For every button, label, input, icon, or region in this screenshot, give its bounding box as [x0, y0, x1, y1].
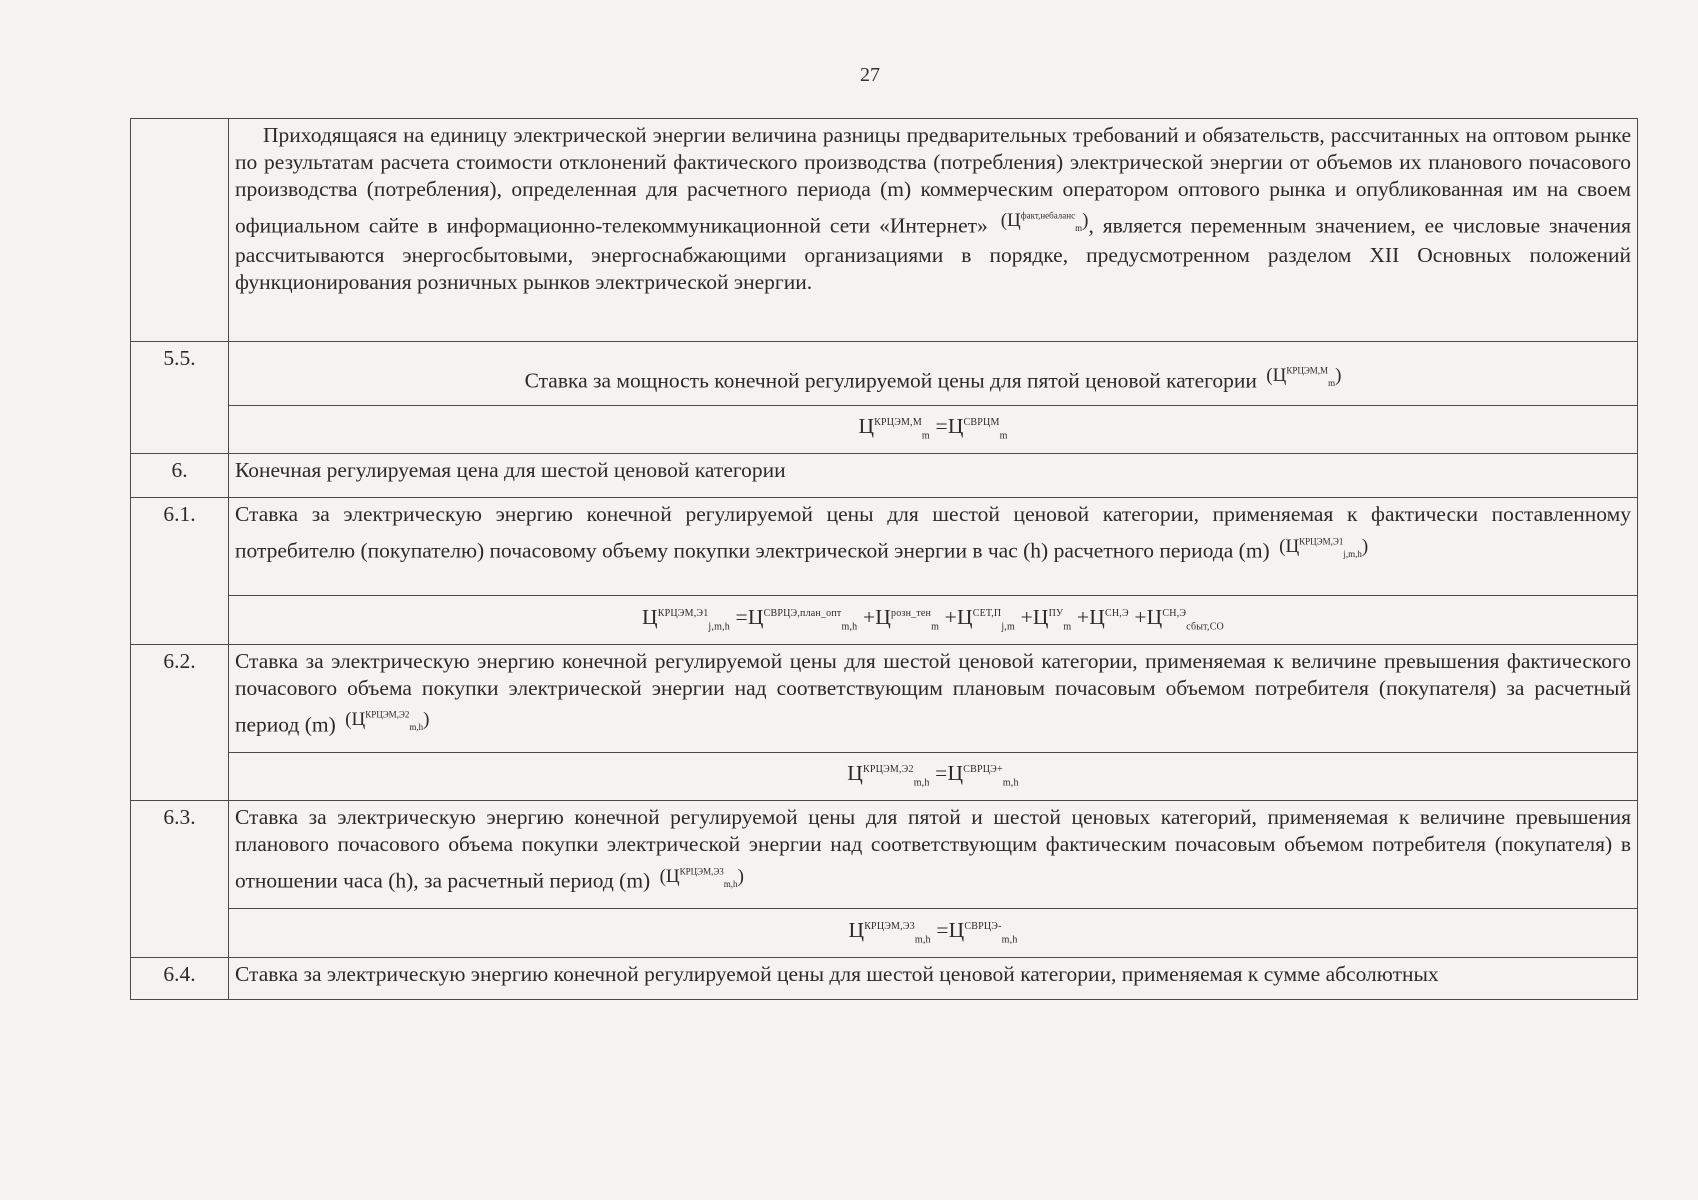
row-number-cell: 6.2. [131, 644, 229, 800]
table-row [131, 454, 1638, 498]
row-text: Ставка за электрическую энергию конечной регулируемой цены для шестой ценовой категории, применяемая к величине превышения фактического почасового объема покупки электрической энергии над соответствующим плановым почасовым объемом потребителя (покупателя) за расчетный период (m) [235, 648, 1631, 737]
row-number-cell [131, 119, 229, 342]
table-row [131, 801, 1638, 909]
formula-cell [229, 909, 1638, 957]
row-number-cell: 5.5. [131, 342, 229, 454]
row-text-cell: Ставка за электрическую энергию конечной регулируемой цены для шестой ценовой категории, применяемая к сумме абсолютных [229, 957, 1638, 999]
table-row [131, 909, 1638, 957]
row-title-cell [229, 342, 1638, 406]
table-row [131, 752, 1638, 800]
row-title: Ставка за мощность конечной регулируемой цены для пятой ценовой категории [524, 368, 1257, 393]
intro-text-tail: , является переменным значением, ее числовые значения рассчитываются энергосбытовыми, энергоснабжающими организациями в порядке, предусмотренном разделом XII Основных положений функционирования розничных рынков электрической энергии. [235, 213, 1631, 295]
page-number: 27 [860, 64, 880, 86]
formula: $Ц^{КРЦЭМ,М}_m =Ц^{СВРЦМ}_m$ [858, 414, 1008, 442]
formula-cell [229, 406, 1638, 454]
table-row [131, 596, 1638, 644]
row-number-cell: 6. [131, 454, 229, 498]
row-number-cell: 6.3. [131, 801, 229, 957]
price-symbol: $(Ц^{КРЦЭМ,Э2}_{m,h})$ [345, 709, 430, 733]
intro-text: Приходящаяся на единицу электрической энергии величина разницы предварительных требований и обязательств, рассчитанных на оптовом рынке по результатам расчета стоимости отклонений фактического производства (потребления) электрической энергии от объемов их планового почасового производства (потребления), определенная для расчетного периода (m) коммерческим оператором оптового рынка и опубликованная им на своем официальном сайте в информационно-телекоммуникационной сети «Интернет» [235, 123, 1631, 238]
rates-table [130, 118, 1638, 1000]
formula-cell [229, 752, 1638, 800]
row-text: Ставка за электрическую энергию конечной регулируемой цены для пятой и шестой ценовых категорий, применяемая к величине превышения планового почасового объема покупки электрической энергии над соответствующим фактическим почасовым объемом потребителя (покупателя) в отношении часа (h), за расчетный период (m) [235, 805, 1631, 893]
row-title-cell: Конечная регулируемая цена для шестой ценовой категории [229, 454, 1638, 498]
row-number-cell: 6.4. [131, 957, 229, 999]
price-symbol: $(Ц^{факт,небаланс}_m)$ [1000, 210, 1089, 234]
table-row [131, 406, 1638, 454]
table-row [131, 342, 1638, 406]
price-symbol: $(Ц^{КРЦЭМ,М}_m)$ [1266, 365, 1342, 388]
row-text: Ставка за электрическую энергию конечной регулируемой цены для шестой ценовой категории, применяемая к фактически поставленному потребителю (покупателю) почасовому объему покупки электрической энергии в час (h) расчетного периода (m) [235, 502, 1631, 563]
row-text-cell [229, 801, 1638, 909]
formula-cell [229, 596, 1638, 644]
intro-text-cell [229, 119, 1638, 342]
table-row [131, 957, 1638, 999]
row-text-cell [229, 498, 1638, 596]
price-symbol: $(Ц^{КРЦЭМ,Э3}_{m,h})$ [659, 865, 744, 889]
formula: $Ц^{КРЦЭМ,Э3}_{m,h} =Ц^{СВРЦЭ-}_{m,h}$ [848, 917, 1018, 945]
formula: $Ц^{КРЦЭМ,Э1}_{j,m,h} =Ц^{СВРЦЭ,план\_опт}_{m,h} +Ц^{розн\_тен}_m +Ц^{СЕТ,П}_{j,m} +Ц^{ПУ}_m +Ц^{СН,Э} +Ц^{СН,Э}_{сбыт,СО}$ [642, 604, 1224, 632]
row-text-cell [229, 644, 1638, 752]
price-symbol: $(Ц^{КРЦЭМ,Э1}_{j,m,h})$ [1279, 535, 1369, 559]
formula: $Ц^{КРЦЭМ,Э2}_{m,h} =Ц^{СВРЦЭ+}_{m,h}$ [847, 761, 1019, 789]
table-row [131, 644, 1638, 752]
row-number-cell: 6.1. [131, 498, 229, 644]
table-row [131, 119, 1638, 342]
table-row [131, 498, 1638, 596]
